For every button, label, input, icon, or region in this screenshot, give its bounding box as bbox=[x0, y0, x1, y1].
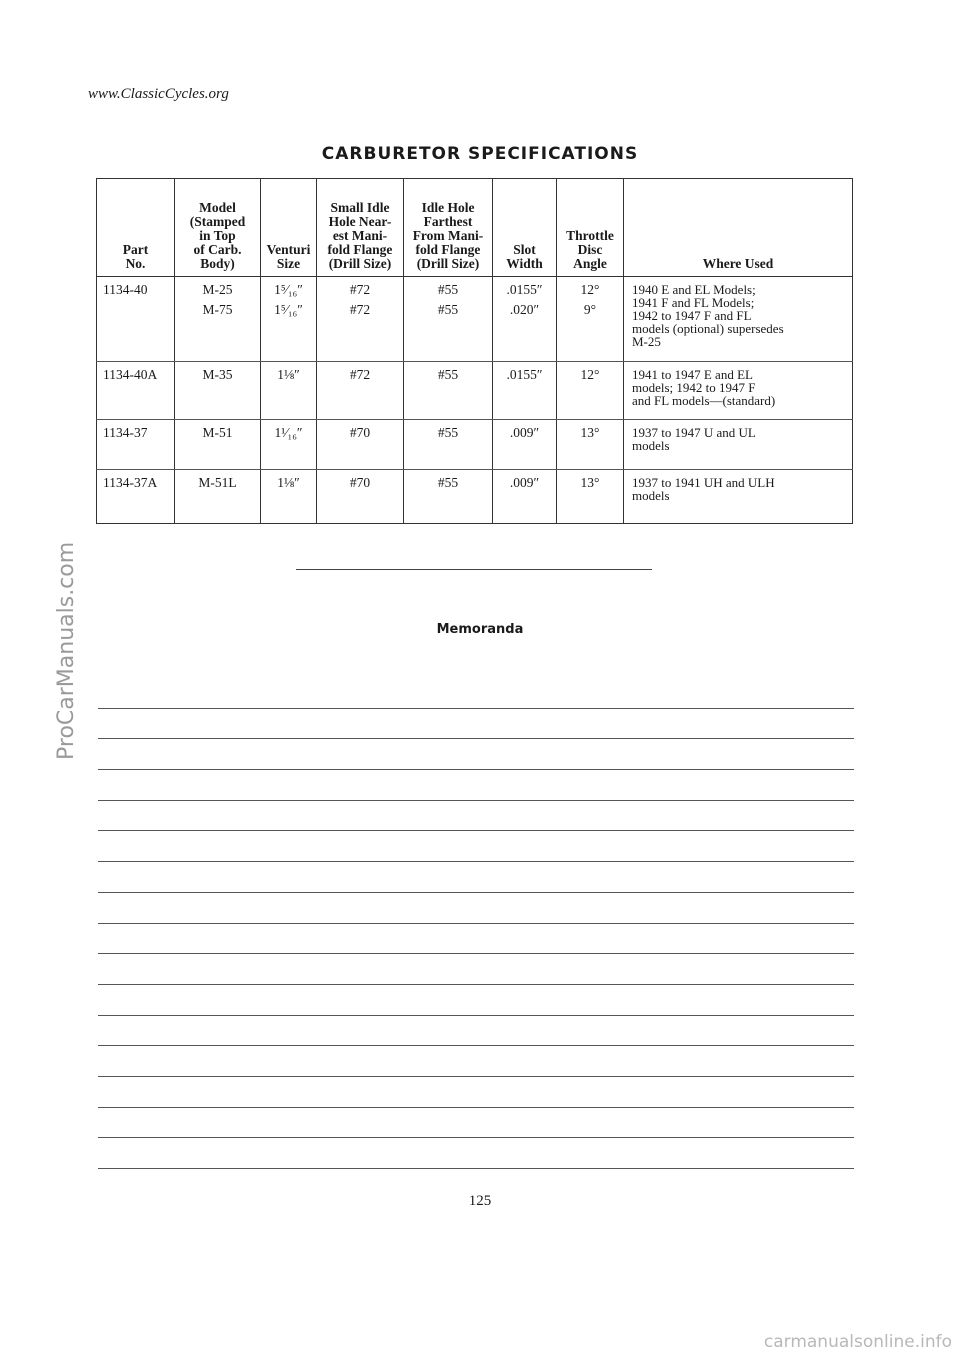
memo-line bbox=[98, 985, 854, 1016]
memoranda-title: Memoranda bbox=[436, 622, 524, 637]
column-header: Throttle Disc Angle bbox=[557, 179, 624, 277]
model-cell: M-25 M-75 bbox=[175, 277, 261, 362]
memo-line bbox=[98, 1077, 854, 1108]
memo-line bbox=[98, 1046, 854, 1077]
part-number-cell: 1134-37 bbox=[97, 420, 175, 470]
memo-line bbox=[98, 709, 854, 740]
small-idle-cell: #70 bbox=[317, 420, 404, 470]
column-header: Where Used bbox=[624, 179, 853, 277]
memo-line bbox=[98, 678, 854, 709]
memo-line bbox=[98, 954, 854, 985]
column-header: Slot Width bbox=[493, 179, 557, 277]
where-used-cell: 1937 to 1947 U and UL models bbox=[624, 420, 853, 470]
column-header: Model (Stamped in Top of Carb. Body) bbox=[175, 179, 261, 277]
memo-line bbox=[98, 1016, 854, 1047]
table-header-row bbox=[97, 179, 853, 277]
slot-width-cell: .009″ bbox=[493, 420, 557, 470]
page-number: 125 bbox=[468, 1193, 492, 1209]
bottom-watermark: carmanualsonline.info bbox=[763, 1332, 952, 1352]
memo-line bbox=[98, 770, 854, 801]
memo-line bbox=[98, 1138, 854, 1169]
throttle-angle-cell: 12° bbox=[557, 362, 624, 420]
slot-width-cell: .0155″ .020″ bbox=[493, 277, 557, 362]
column-header: Part No. bbox=[97, 179, 175, 277]
column-header: Small Idle Hole Near- est Mani- fold Flange (Drill Size) bbox=[317, 179, 404, 277]
venturi-cell: 1⅛″ bbox=[261, 362, 317, 420]
venturi-cell: 1¹⁄₁₆″ bbox=[261, 420, 317, 470]
idle-far-cell: #55 bbox=[404, 470, 493, 524]
venturi-cell: 1⅛″ bbox=[261, 470, 317, 524]
idle-far-cell: #55 bbox=[404, 362, 493, 420]
memo-line bbox=[98, 893, 854, 924]
carburetor-spec-table bbox=[96, 178, 853, 524]
throttle-angle-cell: 13° bbox=[557, 470, 624, 524]
model-cell: M-35 bbox=[175, 362, 261, 420]
memo-line bbox=[98, 831, 854, 862]
small-idle-cell: #70 bbox=[317, 470, 404, 524]
model-cell: M-51 bbox=[175, 420, 261, 470]
part-number-cell: 1134-37A bbox=[97, 470, 175, 524]
memo-line bbox=[98, 801, 854, 832]
memo-line bbox=[98, 1108, 854, 1139]
column-header: Idle Hole Farthest From Mani- fold Flange (Drill Size) bbox=[404, 179, 493, 277]
small-idle-cell: #72 #72 bbox=[317, 277, 404, 362]
where-used-cell: 1940 E and EL Models; 1941 F and FL Models; 1942 to 1947 F and FL models (optional) supersedes M-25 bbox=[624, 277, 853, 362]
where-used-cell: 1941 to 1947 E and EL models; 1942 to 1947 F and FL models—(standard) bbox=[624, 362, 853, 420]
memoranda-lines bbox=[98, 678, 854, 1169]
idle-far-cell: #55 #55 bbox=[404, 277, 493, 362]
table-row bbox=[97, 420, 853, 470]
memo-line bbox=[98, 924, 854, 955]
table-row bbox=[97, 277, 853, 362]
memo-line bbox=[98, 739, 854, 770]
side-watermark: ProCarManuals.com bbox=[54, 541, 79, 760]
column-header: Venturi Size bbox=[261, 179, 317, 277]
venturi-cell: 1⁵⁄₁₆″ 1⁵⁄₁₆″ bbox=[261, 277, 317, 362]
table-row bbox=[97, 470, 853, 524]
part-number-cell: 1134-40 bbox=[97, 277, 175, 362]
idle-far-cell: #55 bbox=[404, 420, 493, 470]
site-url: www.ClassicCycles.org bbox=[88, 86, 229, 102]
slot-width-cell: .009″ bbox=[493, 470, 557, 524]
memo-line bbox=[98, 862, 854, 893]
small-idle-cell: #72 bbox=[317, 362, 404, 420]
section-divider bbox=[296, 569, 652, 570]
table-row bbox=[97, 362, 853, 420]
throttle-angle-cell: 13° bbox=[557, 420, 624, 470]
throttle-angle-cell: 12° 9° bbox=[557, 277, 624, 362]
slot-width-cell: .0155″ bbox=[493, 362, 557, 420]
model-cell: M-51L bbox=[175, 470, 261, 524]
where-used-cell: 1937 to 1941 UH and ULH models bbox=[624, 470, 853, 524]
part-number-cell: 1134-40A bbox=[97, 362, 175, 420]
page-title: CARBURETOR SPECIFICATIONS bbox=[321, 144, 639, 164]
